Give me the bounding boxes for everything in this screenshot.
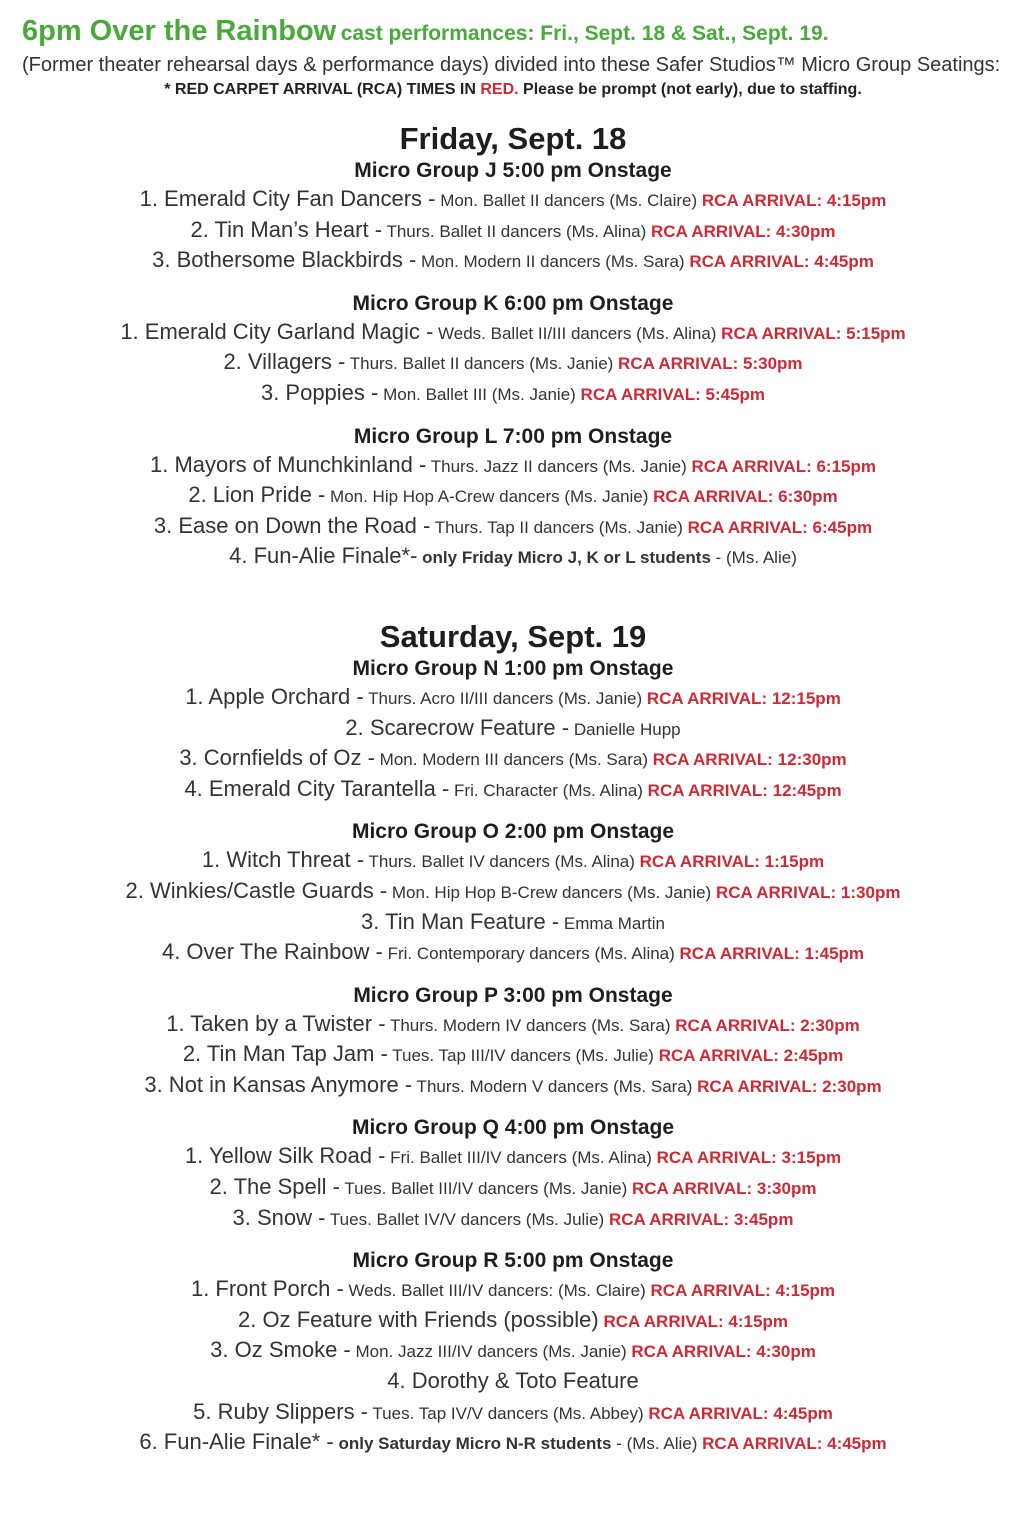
performance-detail: Tues. Ballet IV/V dancers (Ms. Julie) (325, 1209, 609, 1229)
micro-group (22, 290, 1004, 410)
rca-arrival-time: RCA ARRIVAL: 4:45pm (702, 1434, 887, 1454)
rca-arrival-time: RCA ARRIVAL: 4:15pm (650, 1281, 836, 1301)
performance-title: 1. Yellow Silk Road - (184, 1143, 386, 1169)
performance-item (22, 1010, 1004, 1041)
header-title-rest: cast performances: Fri., Sept. 18 & Sat., Sept. 19. (340, 22, 829, 45)
friday-groups (22, 157, 1004, 573)
micro-group-title: Micro Group L 7:00 pm Onstage (353, 424, 673, 448)
rca-arrival-time: RCA ARRIVAL: 6:45pm (687, 517, 873, 537)
rca-arrival-time: RCA ARRIVAL: 12:30pm (652, 750, 847, 770)
performance-detail: Tues. Tap III/IV dancers (Ms. Julie) (387, 1046, 659, 1066)
performance-item (22, 1428, 1004, 1459)
performance-detail: Tues. Tap IV/V dancers (Ms. Abbey) (368, 1403, 649, 1423)
performance-detail: Thurs. Modern V dancers (Ms. Sara) (412, 1076, 698, 1096)
performance-title: 1. Emerald City Fan Dancers - (139, 186, 436, 211)
micro-group (22, 423, 1004, 573)
rca-arrival-time: RCA ARRIVAL: 12:15pm (646, 688, 841, 708)
micro-group-title: Micro Group P 3:00 pm Onstage (353, 983, 673, 1007)
performance-item (22, 1275, 1004, 1306)
performance-title: 3. Tin Man Feature - (361, 908, 560, 934)
performance-detail-bold-text: only Friday Micro J, K or L students (417, 548, 711, 568)
performance-detail-bold-text: only Saturday Micro N-R students (333, 1434, 612, 1454)
performance-item (22, 877, 1004, 908)
micro-group-title: Micro Group O 2:00 pm Onstage (351, 820, 675, 844)
performance-item (22, 775, 1004, 806)
performance-detail: Emma Martin (559, 913, 665, 933)
performance-title: 2. Villagers - (223, 349, 346, 375)
performance-item (22, 1367, 1004, 1398)
rca-arrival-time: RCA ARRIVAL: 2:30pm (697, 1076, 882, 1096)
performance-title: 2. Tin Man Tap Jam - (182, 1041, 388, 1067)
micro-group-title: Micro Group N 1:00 pm Onstage (352, 656, 674, 680)
performance-detail-bold (334, 1434, 612, 1453)
performance-item (22, 1336, 1004, 1367)
performance-title: 3. Bothersome Blackbirds - (152, 247, 417, 273)
performance-detail: Thurs. Jazz II dancers (Ms. Janie) (426, 456, 692, 476)
performance-title: 1. Emerald City Garland Magic - (120, 318, 434, 344)
performance-item (22, 379, 1004, 410)
performance-item (22, 1071, 1004, 1102)
performance-title: 2. The Spell - (209, 1174, 340, 1200)
performance-detail: Mon. Hip Hop A-Crew dancers (Ms. Janie) (325, 487, 654, 507)
performance-title: 3. Cornfields of Oz - (179, 745, 375, 771)
performance-title: 4. Emerald City Tarantella - (184, 775, 450, 801)
day-title-saturday: Saturday, Sept. 19 (379, 618, 647, 654)
rca-arrival-time: RCA ARRIVAL: 3:45pm (608, 1209, 794, 1229)
performance-title: 5. Ruby Slippers - (193, 1398, 369, 1424)
micro-group-title: Micro Group K 6:00 pm Onstage (352, 291, 674, 315)
performance-item (22, 908, 1004, 939)
performance-title: 4. Over The Rainbow - (161, 939, 383, 965)
performance-title: 3. Ease on Down the Road - (153, 512, 431, 538)
performance-title: 2. Scarecrow Feature - (345, 714, 570, 740)
performance-title: 1. Taken by a Twister - (166, 1010, 386, 1036)
performance-detail: Thurs. Acro II/III dancers (Ms. Janie) (363, 688, 647, 708)
performance-item (22, 481, 1004, 512)
performance-item (22, 1040, 1004, 1071)
performance-item (22, 744, 1004, 775)
performance-item (22, 216, 1004, 247)
performance-item (22, 938, 1004, 969)
performance-item (22, 683, 1004, 714)
header-title-main: 6pm Over the Rainbow (22, 15, 337, 47)
performance-detail: - (Ms. Alie) (611, 1434, 703, 1454)
performance-title: 3. Oz Smoke - (210, 1337, 351, 1363)
rca-arrival-time: RCA ARRIVAL: 1:15pm (639, 852, 825, 872)
performance-title: 2. Tin Man’s Heart - (190, 216, 383, 242)
performance-item (22, 451, 1004, 482)
rca-arrival-time: RCA ARRIVAL: 4:30pm (631, 1342, 816, 1362)
performance-detail: Thurs. Ballet II dancers (Ms. Alina) (382, 221, 652, 241)
rca-note (22, 81, 1004, 99)
rca-arrival-time: RCA ARRIVAL: 3:30pm (631, 1179, 817, 1199)
performance-title: 1. Apple Orchard - (185, 683, 364, 709)
performance-title: 3. Not in Kansas Anymore - (144, 1071, 413, 1097)
performance-detail: - (Ms. Alie) (710, 548, 797, 568)
rca-arrival-time: RCA ARRIVAL: 4:45pm (648, 1403, 833, 1423)
performance-title: 2. Winkies/Castle Guards - (125, 877, 388, 903)
rca-arrival-time: RCA ARRIVAL: 4:15pm (701, 191, 887, 210)
performance-detail: Fri. Ballet III/IV dancers (Ms. Alina) (385, 1148, 657, 1168)
rca-arrival-time: RCA ARRIVAL: 5:45pm (580, 384, 766, 404)
performance-detail: Fri. Character (Ms. Alina) (449, 780, 648, 800)
performance-detail: Fri. Contemporary dancers (Ms. Alina) (382, 944, 680, 964)
performance-detail: Mon. Ballet III (Ms. Janie) (378, 384, 581, 404)
day-title-friday: Friday, Sept. 18 (399, 121, 627, 156)
micro-group-title: Micro Group Q 4:00 pm Onstage (351, 1116, 675, 1140)
performance-detail-bold (417, 548, 710, 567)
rca-arrival-time: RCA ARRIVAL: 3:15pm (656, 1148, 842, 1168)
performance-title: 4. Fun-Alie Finale*- (229, 543, 418, 569)
performance-title: 6. Fun-Alie Finale* - (139, 1429, 334, 1455)
performance-item (22, 348, 1004, 379)
micro-group (22, 1114, 1004, 1234)
performance-detail: Thurs. Modern IV dancers (Ms. Sara) (385, 1015, 676, 1035)
performance-detail: Danielle Hupp (569, 719, 681, 739)
micro-group (22, 818, 1004, 968)
performance-item (22, 318, 1004, 349)
performance-item (22, 714, 1004, 745)
rca-arrival-time: RCA ARRIVAL: 4:30pm (651, 221, 836, 241)
micro-group (22, 1247, 1004, 1459)
performance-title: 3. Poppies - (260, 379, 379, 405)
rca-arrival-time: RCA ARRIVAL: 6:15pm (691, 456, 876, 476)
rca-note-red: RED. (480, 81, 519, 98)
performance-detail: Weds. Ballet II/III dancers (Ms. Alina) (433, 323, 722, 343)
performance-detail: Mon. Modern II dancers (Ms. Sara) (416, 252, 690, 272)
rca-arrival-time: RCA ARRIVAL: 5:15pm (721, 323, 906, 343)
performance-detail: Tues. Ballet III/IV dancers (Ms. Janie) (340, 1179, 632, 1199)
micro-group (22, 982, 1004, 1102)
performance-item (22, 846, 1004, 877)
performance-item (22, 512, 1004, 543)
performance-detail: Mon. Ballet II dancers (Ms. Claire) (435, 191, 702, 210)
micro-group-title: Micro Group R 5:00 pm Onstage (352, 1249, 674, 1273)
performance-item (22, 185, 1004, 216)
performance-title: 1. Witch Threat - (201, 847, 365, 873)
performance-title: 4. Dorothy & Toto Feature (387, 1368, 639, 1394)
performance-title: 1. Mayors of Munchkinland - (149, 451, 427, 477)
header-intro: (Former theater rehearsal days & performance days) divided into these Safer Studios™ Micro Group Seatings: (22, 54, 1001, 76)
rca-arrival-time: RCA ARRIVAL: 5:30pm (618, 354, 803, 374)
rca-arrival-time: RCA ARRIVAL: 2:30pm (675, 1015, 860, 1035)
performance-item (22, 246, 1004, 277)
performance-title: 2. Lion Pride - (188, 482, 326, 508)
rca-arrival-time: RCA ARRIVAL: 4:45pm (689, 252, 874, 272)
performance-item (22, 1306, 1004, 1337)
micro-group (22, 157, 1004, 277)
rca-arrival-time: RCA ARRIVAL: 6:30pm (653, 487, 838, 507)
performance-item (22, 1142, 1004, 1173)
rca-arrival-time: RCA ARRIVAL: 1:30pm (715, 882, 901, 902)
rca-note-prefix: * RED CARPET ARRIVAL (RCA) TIMES IN (164, 81, 481, 98)
micro-group-title: Micro Group J 5:00 pm Onstage (354, 159, 672, 182)
header-title (22, 14, 1004, 53)
rca-note-suffix: Please be prompt (not early), due to staffing. (518, 81, 862, 98)
rca-arrival-time: RCA ARRIVAL: 1:45pm (679, 944, 865, 964)
performance-detail: Thurs. Ballet IV dancers (Ms. Alina) (364, 852, 640, 872)
performance-detail: Mon. Hip Hop B-Crew dancers (Ms. Janie) (387, 882, 716, 902)
rca-arrival-time: RCA ARRIVAL: 2:45pm (658, 1046, 844, 1066)
performance-detail: Thurs. Tap II dancers (Ms. Janie) (430, 517, 688, 537)
performance-item (22, 1204, 1004, 1235)
performance-item (22, 1398, 1004, 1429)
performance-title: 3. Snow - (232, 1204, 326, 1230)
micro-group (22, 655, 1004, 805)
performance-detail: Mon. Jazz III/IV dancers (Ms. Janie) (350, 1342, 632, 1362)
rca-arrival-time: RCA ARRIVAL: 4:15pm (603, 1311, 788, 1331)
performance-title: 2. Oz Feature with Friends (possible) (238, 1306, 599, 1332)
performance-detail: Weds. Ballet III/IV dancers: (Ms. Claire) (343, 1281, 651, 1301)
performance-item (22, 542, 1004, 573)
saturday-groups (22, 655, 1004, 1459)
performance-title: 1. Front Porch - (190, 1276, 344, 1302)
performance-detail: Mon. Modern III dancers (Ms. Sara) (374, 750, 653, 770)
performance-detail: Thurs. Ballet II dancers (Ms. Janie) (345, 354, 619, 374)
rca-arrival-time: RCA ARRIVAL: 12:45pm (647, 780, 842, 800)
performance-item (22, 1173, 1004, 1204)
